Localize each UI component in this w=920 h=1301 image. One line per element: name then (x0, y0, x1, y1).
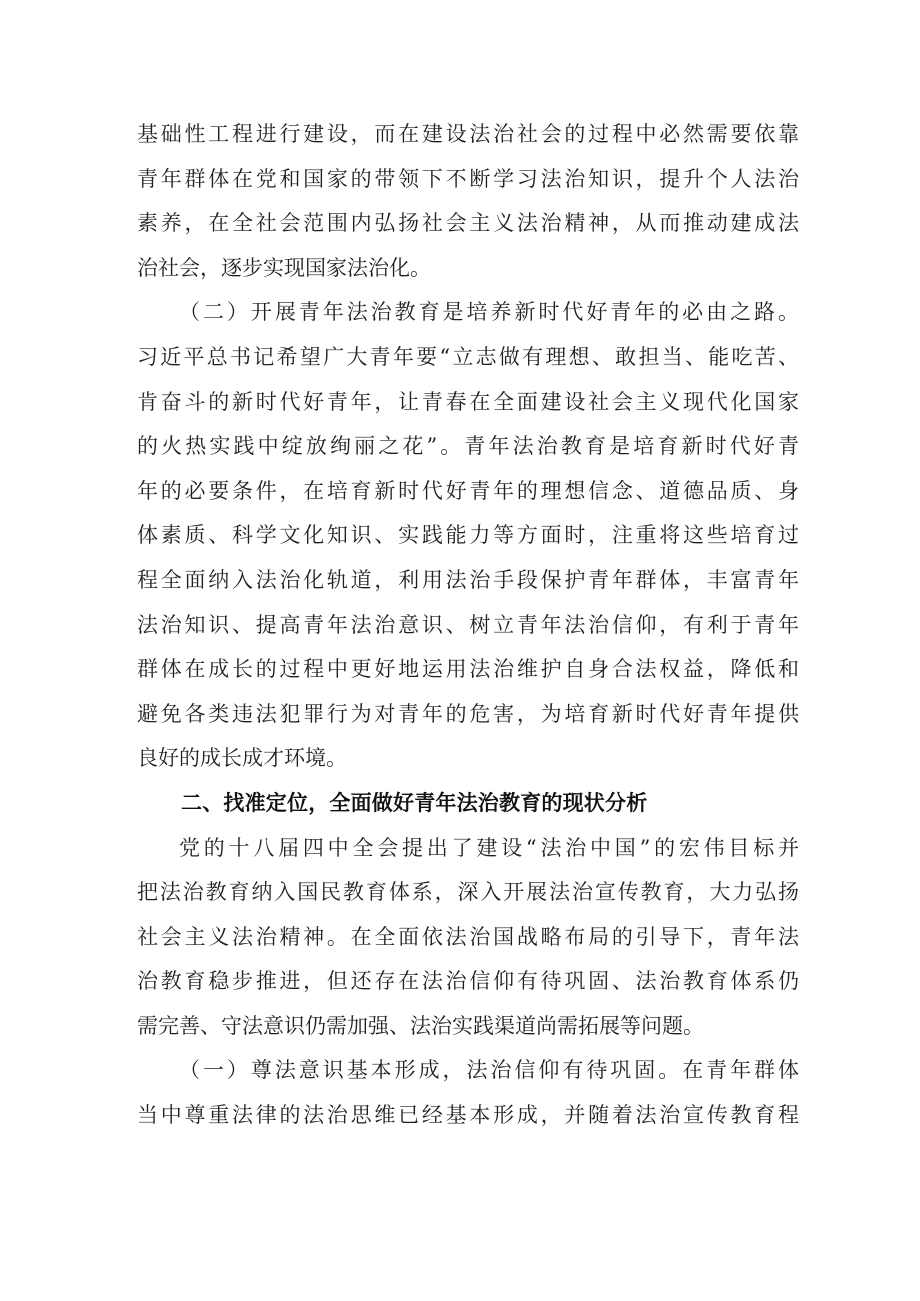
text-line: 治社会，逐步实现国家法治化。 (137, 255, 431, 280)
paragraph-law-education-path (137, 290, 799, 781)
paragraph-continued (137, 112, 799, 290)
text-line: 当中尊重法律的法治思维已经基本形成，并随着法治宣传教育程 (137, 1103, 799, 1128)
text-line: 避免各类违法犯罪行为对青年的危害，为培育新时代好青年提供 (137, 701, 799, 726)
text-line: 年的必要条件，在培育新时代好青年的理想信念、道德品质、身 (137, 478, 799, 503)
text-line: 素养，在全社会范围内弘扬社会主义法治精神，从而推动建成法 (137, 211, 799, 236)
text-line: 良好的成长成才环境。 (137, 746, 347, 771)
text-line: 法治知识、提高青年法治意识、树立青年法治信仰，有利于青年 (137, 612, 799, 637)
text-line: （二）开展青年法治教育是培养新时代好青年的必由之路。 (179, 300, 799, 325)
text-line: 基础性工程进行建设，而在建设法治社会的过程中必然需要依靠 (137, 122, 799, 146)
text-line: 青年群体在党和国家的带领下不断学习法治知识，提升个人法治 (137, 166, 799, 191)
paragraph-respect-law (137, 1048, 799, 1137)
text-line: 程全面纳入法治化轨道，利用法治手段保护青年群体，丰富青年 (137, 567, 799, 592)
paragraph-current-status (137, 826, 799, 1049)
text-line: 的火热实践中绽放绚丽之花”。青年法治教育是培育新时代好青 (137, 434, 799, 459)
text-line: 肯奋斗的新时代好青年，让青春在全面建设社会主义现代化国家 (137, 389, 799, 414)
text-line: 群体在成长的过程中更好地运用法治维护自身合法权益，降低和 (137, 657, 799, 682)
text-line: 体素质、科学文化知识、实践能力等方面时，注重将这些培育过 (137, 523, 799, 548)
document-body (137, 112, 799, 1138)
text-line: 治教育稳步推进，但还存在法治信仰有待巩固、法治教育体系仍 (137, 969, 799, 994)
text-line: 党的十八届四中全会提出了建设“法治中国”的宏伟目标并 (179, 835, 799, 860)
text-line: 把法治教育纳入国民教育体系，深入开展法治宣传教育，大力弘扬 (137, 880, 799, 905)
text-line: 习近平总书记希望广大青年要“立志做有理想、敢担当、能吃苦、 (137, 344, 799, 369)
text-line: 需完善、守法意识仍需加强、法治实践渠道尚需拓展等问题。 (137, 1013, 704, 1038)
text-line: 社会主义法治精神。在全面依法治国战略布局的引导下，青年法 (137, 924, 799, 949)
text-line: （一）尊法意识基本形成，法治信仰有待巩固。在青年群体 (179, 1058, 799, 1083)
section-heading: 二、找准定位，全面做好青年法治教育的现状分析 (181, 790, 648, 815)
